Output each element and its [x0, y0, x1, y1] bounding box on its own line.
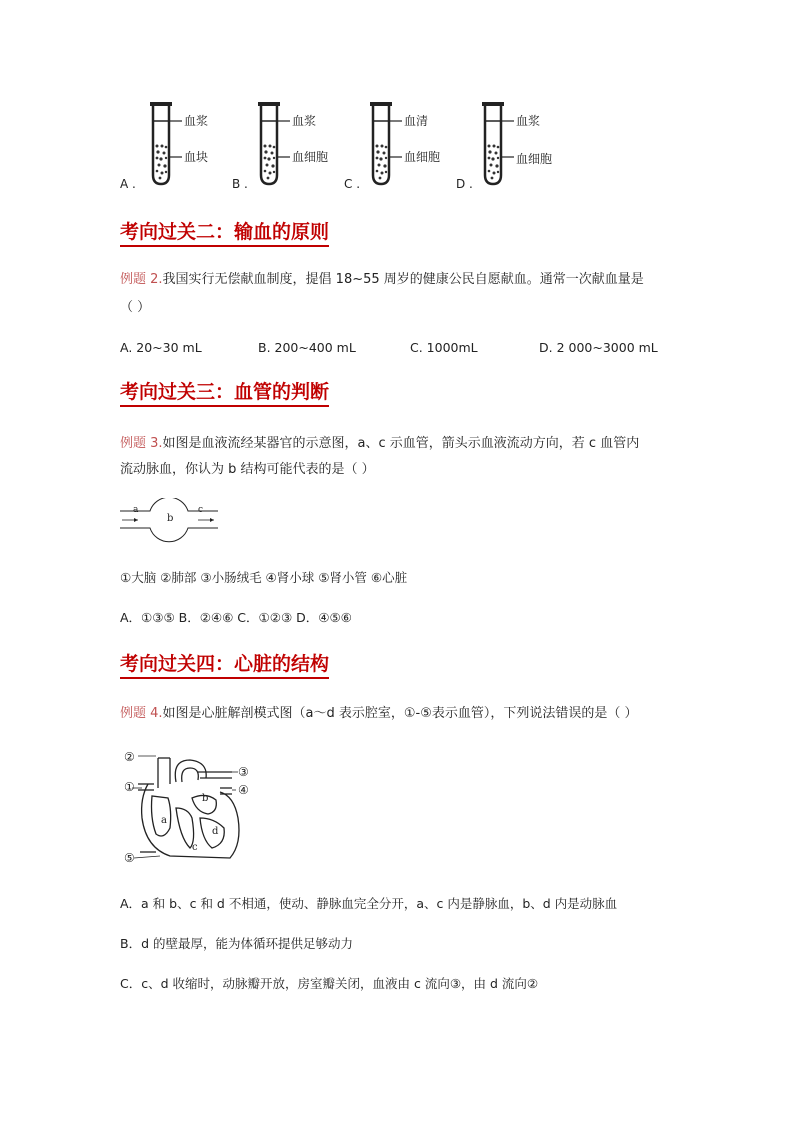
section-2-heading: 考向过关二：输血的原则 [120, 220, 329, 247]
example-4-option-c: C．c、d 收缩时，动脉瓣开放，房室瓣关闭，血液由 c 流向③，由 d 流向② [120, 976, 539, 991]
example-3-items: ①大脑 ②肺部 ③小肠绒毛 ④肾小球 ⑤肾小管 ⑥心脏 [120, 570, 408, 585]
example-4-option-b: B．d 的壁最厚，能为体循环提供足够动力 [120, 936, 353, 951]
example-4-line1: 如图是心脏解剖模式图（a～d 表示腔室，①-⑤表示血管），下列说法错误的是（ ） [162, 706, 638, 721]
tube-c-top-label: 血清 [404, 114, 429, 128]
example-4-option-a: A．a 和 b、c 和 d 不相通，使动、静脉血完全分开，a、c 内是静脉血，b、d 内是动脉血 [120, 896, 618, 911]
heart-chamber-a: a [161, 815, 167, 826]
tube-option-c-letter: C . [344, 177, 361, 191]
tube-b-bottom-label: 血细胞 [292, 150, 329, 164]
heart-chamber-b: b [202, 793, 209, 804]
example-2-question [120, 270, 644, 290]
example-2-option-b: B. 200~400 mL [258, 340, 356, 355]
vessel-label-a: a [133, 505, 139, 515]
tube-d-top-label: 血浆 [516, 114, 541, 128]
tube-option-a-letter: A . [120, 177, 136, 191]
heart-label-5: ⑤ [124, 851, 135, 865]
tube-option-b-letter: B . [232, 177, 248, 191]
example-3-question [120, 434, 639, 454]
heart-label-2: ② [124, 750, 135, 764]
example-4-label: 例题 4. [120, 706, 163, 721]
section-3-heading: 考向过关三：血管的判断 [120, 380, 329, 407]
vessel-label-c: c [198, 505, 204, 515]
example-2-line2: （ ） [120, 300, 151, 315]
example-2-option-a: A. 20~30 mL [120, 340, 202, 355]
example-3-line1: 如图是血液流经某器官的示意图，a、c 示血管，箭头示血液流动方向，若 c 血管内 [162, 436, 640, 451]
vessel-label-b: b [167, 513, 174, 524]
tube-a-top-label: 血浆 [184, 114, 209, 128]
heart-label-4: ④ [238, 783, 249, 797]
tube-d-bottom-label: 血细胞 [516, 152, 553, 166]
tube-b-top-label: 血浆 [292, 114, 317, 128]
example-2-option-c: C. 1000mL [410, 340, 478, 355]
example-3-label: 例题 3. [120, 436, 163, 451]
heart-chamber-d: d [212, 826, 219, 837]
section-4-heading: 考向过关四：心脏的结构 [120, 652, 329, 679]
heart-chamber-c: c [192, 842, 198, 853]
tube-option-d-letter: D . [456, 177, 473, 191]
heart-label-3: ③ [238, 765, 249, 779]
example-2-label: 例题 2. [120, 272, 163, 287]
example-3-options: A．①③⑤ B．②④⑥ C．①②③ D．④⑤⑥ [120, 610, 352, 625]
example-2-line1: 我国实行无偿献血制度，提倡 18~55 周岁的健康公民自愿献血。通常一次献血量是 [162, 272, 644, 287]
example-3-line2: 流动脉血，你认为 b 结构可能代表的是（ ） [120, 462, 375, 477]
tube-a-bottom-label: 血块 [184, 150, 209, 164]
heart-label-1: ① [124, 780, 135, 794]
example-2-option-d: D. 2 000~3000 mL [539, 340, 658, 355]
tube-c-bottom-label: 血细胞 [404, 150, 441, 164]
example-4-question [120, 704, 638, 724]
